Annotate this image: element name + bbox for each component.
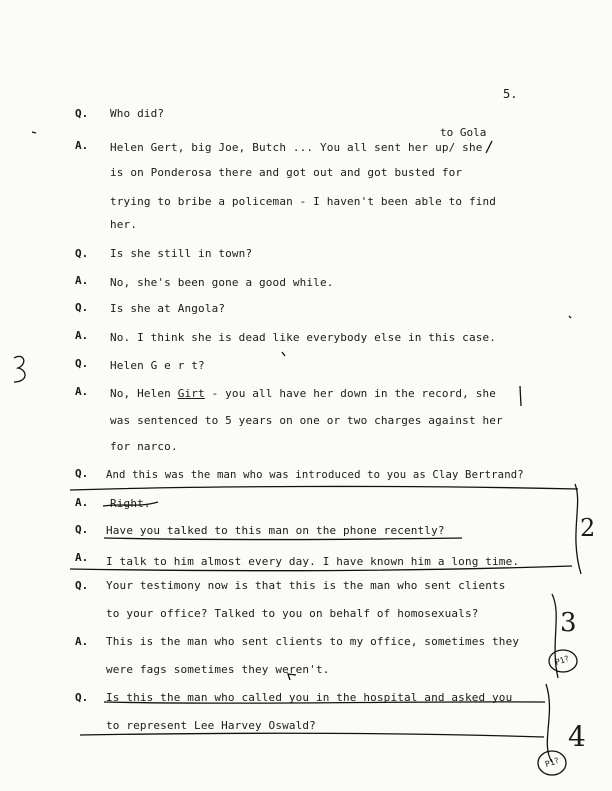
speaker-label: A. [75,139,89,152]
speaker-label: A. [75,551,89,564]
transcript-line: Is this the man who called you in the hospital and asked you [106,691,513,704]
transcript-line: Helen Gert, big Joe, Butch ... You all sent her up/ she [110,141,483,154]
speaker-label: Q. [75,523,89,536]
transcript-line: This is the man who sent clients to my office, sometimes they [106,635,520,648]
transcript-line: is on Ponderosa there and got out and got busted for [110,166,463,179]
transcript-line: Helen G e r t? [110,359,205,372]
margin-squiggle [14,356,25,382]
underlined-name: Girt [177,387,205,400]
transcript-line: Have you talked to this man on the phone recently? [106,524,445,537]
speaker-label: A. [75,329,89,342]
transcript-line: for narco. [110,440,178,453]
stray-mark [569,316,571,318]
speaker-label: A. [75,385,89,398]
stray-mark [32,132,36,133]
speaker-label: Q. [75,691,89,704]
circled-note: P1? [543,756,561,769]
transcript-line: trying to bribe a policeman - I haven't been able to find [110,195,497,208]
interlinear-insert: to Gola [440,126,487,139]
transcript-line: to represent Lee Harvey Oswald? [106,719,316,732]
speaker-label: A. [75,274,89,287]
transcript-line: Your testimony now is that this is the man who sent clients [106,579,506,592]
transcript-text: - you all have her down in the record, she [204,387,497,400]
page-number: 5. [503,87,518,101]
transcript-line: Is she at Angola? [110,302,226,315]
speaker-label: A. [75,496,89,509]
speaker-label: A. [75,635,89,648]
speaker-label: Q. [75,579,89,592]
transcript-line: to your office? Talked to you on behalf of homosexuals? [106,607,479,620]
transcript-line: I talk to him almost every day. I have known him a long time. [106,555,520,568]
transcript-line: Is she still in town? [110,247,253,260]
speaker-label: Q. [75,467,89,480]
transcript-line: her. [110,218,138,231]
vertical-tick [520,386,521,406]
transcript-line: was sentenced to 5 years on one or two charges against her [110,414,503,427]
transcript-line: No. I think she is dead like everybody else in this case. [110,331,497,344]
transcript-line: Right. [110,497,151,510]
margin-note-4: 4 [568,720,586,753]
margin-note-3: 3 [560,608,577,638]
transcript-line: Who did? [110,107,165,120]
underline-oswald [80,733,544,737]
transcript-line: were fags sometimes they weren't. [106,663,330,676]
speaker-label: Q. [75,301,89,314]
transcript-text: No, Helen [110,387,178,400]
stray-mark [282,352,285,356]
insertion-slash [486,141,492,153]
underline-phone [104,538,462,540]
transcript-line [110,387,496,400]
speaker-label: Q. [75,247,89,260]
circled-note: P1? [553,654,571,667]
underline-q-clay [70,486,578,490]
speaker-label: Q. [75,107,89,120]
transcript-line: No, she's been gone a good while. [110,276,334,289]
bracket-4 [546,684,552,762]
speaker-label: Q. [75,357,89,370]
transcript-line: And this was the man who was introduced to you as Clay Bertrand? [106,469,524,481]
margin-note-2: 2 [580,514,596,542]
